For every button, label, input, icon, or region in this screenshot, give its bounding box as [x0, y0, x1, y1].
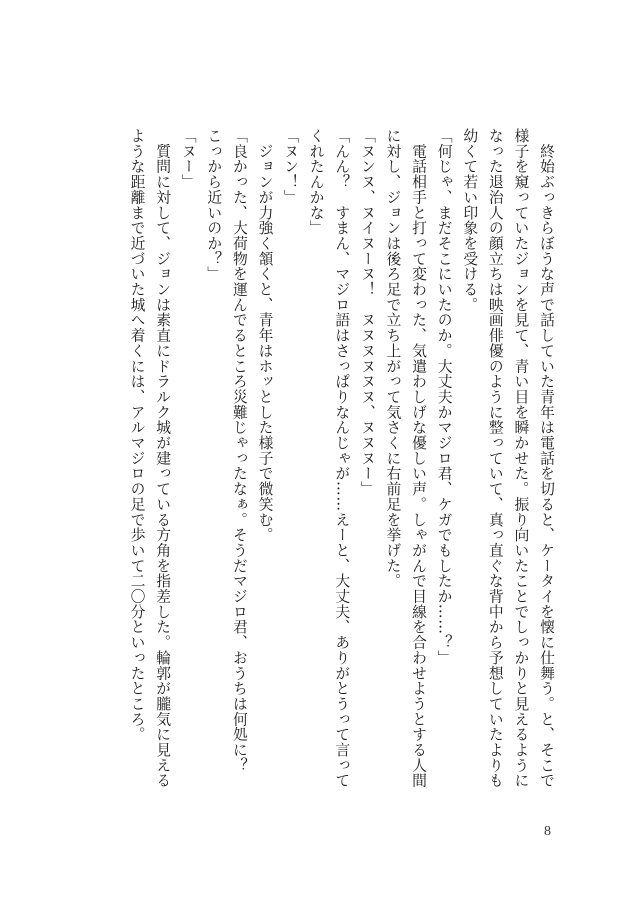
- text-line: 電話相手と打って変わった、気遣わしげな優しい声。しゃがんで目線を合わせようとする人間: [410, 128, 428, 789]
- page-number: 8: [544, 824, 551, 839]
- text-line: 「ヌン！」: [282, 128, 300, 205]
- text-line: 質問に対して、ジョンは素直にドラルク城が建っている方角を指差した。輪郭が朧気に見える: [154, 128, 172, 789]
- text-line: 「ヌー」: [179, 128, 197, 190]
- text-line: に対し、ジョンは後ろ足で立ち上がって気さくに右前足を挙げた。: [384, 128, 402, 589]
- text-line: くれたんかな」: [307, 128, 325, 236]
- text-line: なった退治人の顔立ちは映画俳優のように整っていて、真っ直ぐな背中から予想していたよりも: [486, 128, 504, 789]
- text-line: 様子を窺っていたジョンを見て、青い目を瞬かせた。振り向いたことでしっかりと見えるように: [512, 128, 530, 789]
- text-line: 幼くて若い印象を受ける。: [461, 128, 479, 313]
- text-line: こっから近いのか？」: [205, 128, 223, 282]
- text-line: 「ヌンヌ、ヌイヌーヌ！ ヌヌヌヌヌヌ、ヌヌヌー」: [358, 128, 376, 497]
- text-line: 終始ぶっきらぼうな声で話していた青年は電話を切ると、ケータイを懐に仕舞う。と、そこで: [538, 128, 555, 789]
- text-line: ような距離まで近づいた城へ着くには、アルマジロの足で歩いて二〇分といったところ。: [128, 128, 146, 742]
- vertical-text-body: [124, 128, 559, 789]
- text-line: ジョンが力強く頷くと、青年はホッとした様子で微笑む。: [256, 128, 274, 543]
- text-line: 「良かった、大荷物を運んでるところ災難じゃったなぁ。そうだマジロ君、おうちは何処に？: [230, 128, 248, 773]
- text-line: 「何じゃ、まだそこにいたのか。大丈夫かマジロ君、ケガでもしたか……？」: [435, 128, 453, 666]
- text-line: 「んん？ すまん、マジロ語はさっぱりなんじゃが……えーと、大丈夫、ありがとうって言って: [333, 128, 351, 789]
